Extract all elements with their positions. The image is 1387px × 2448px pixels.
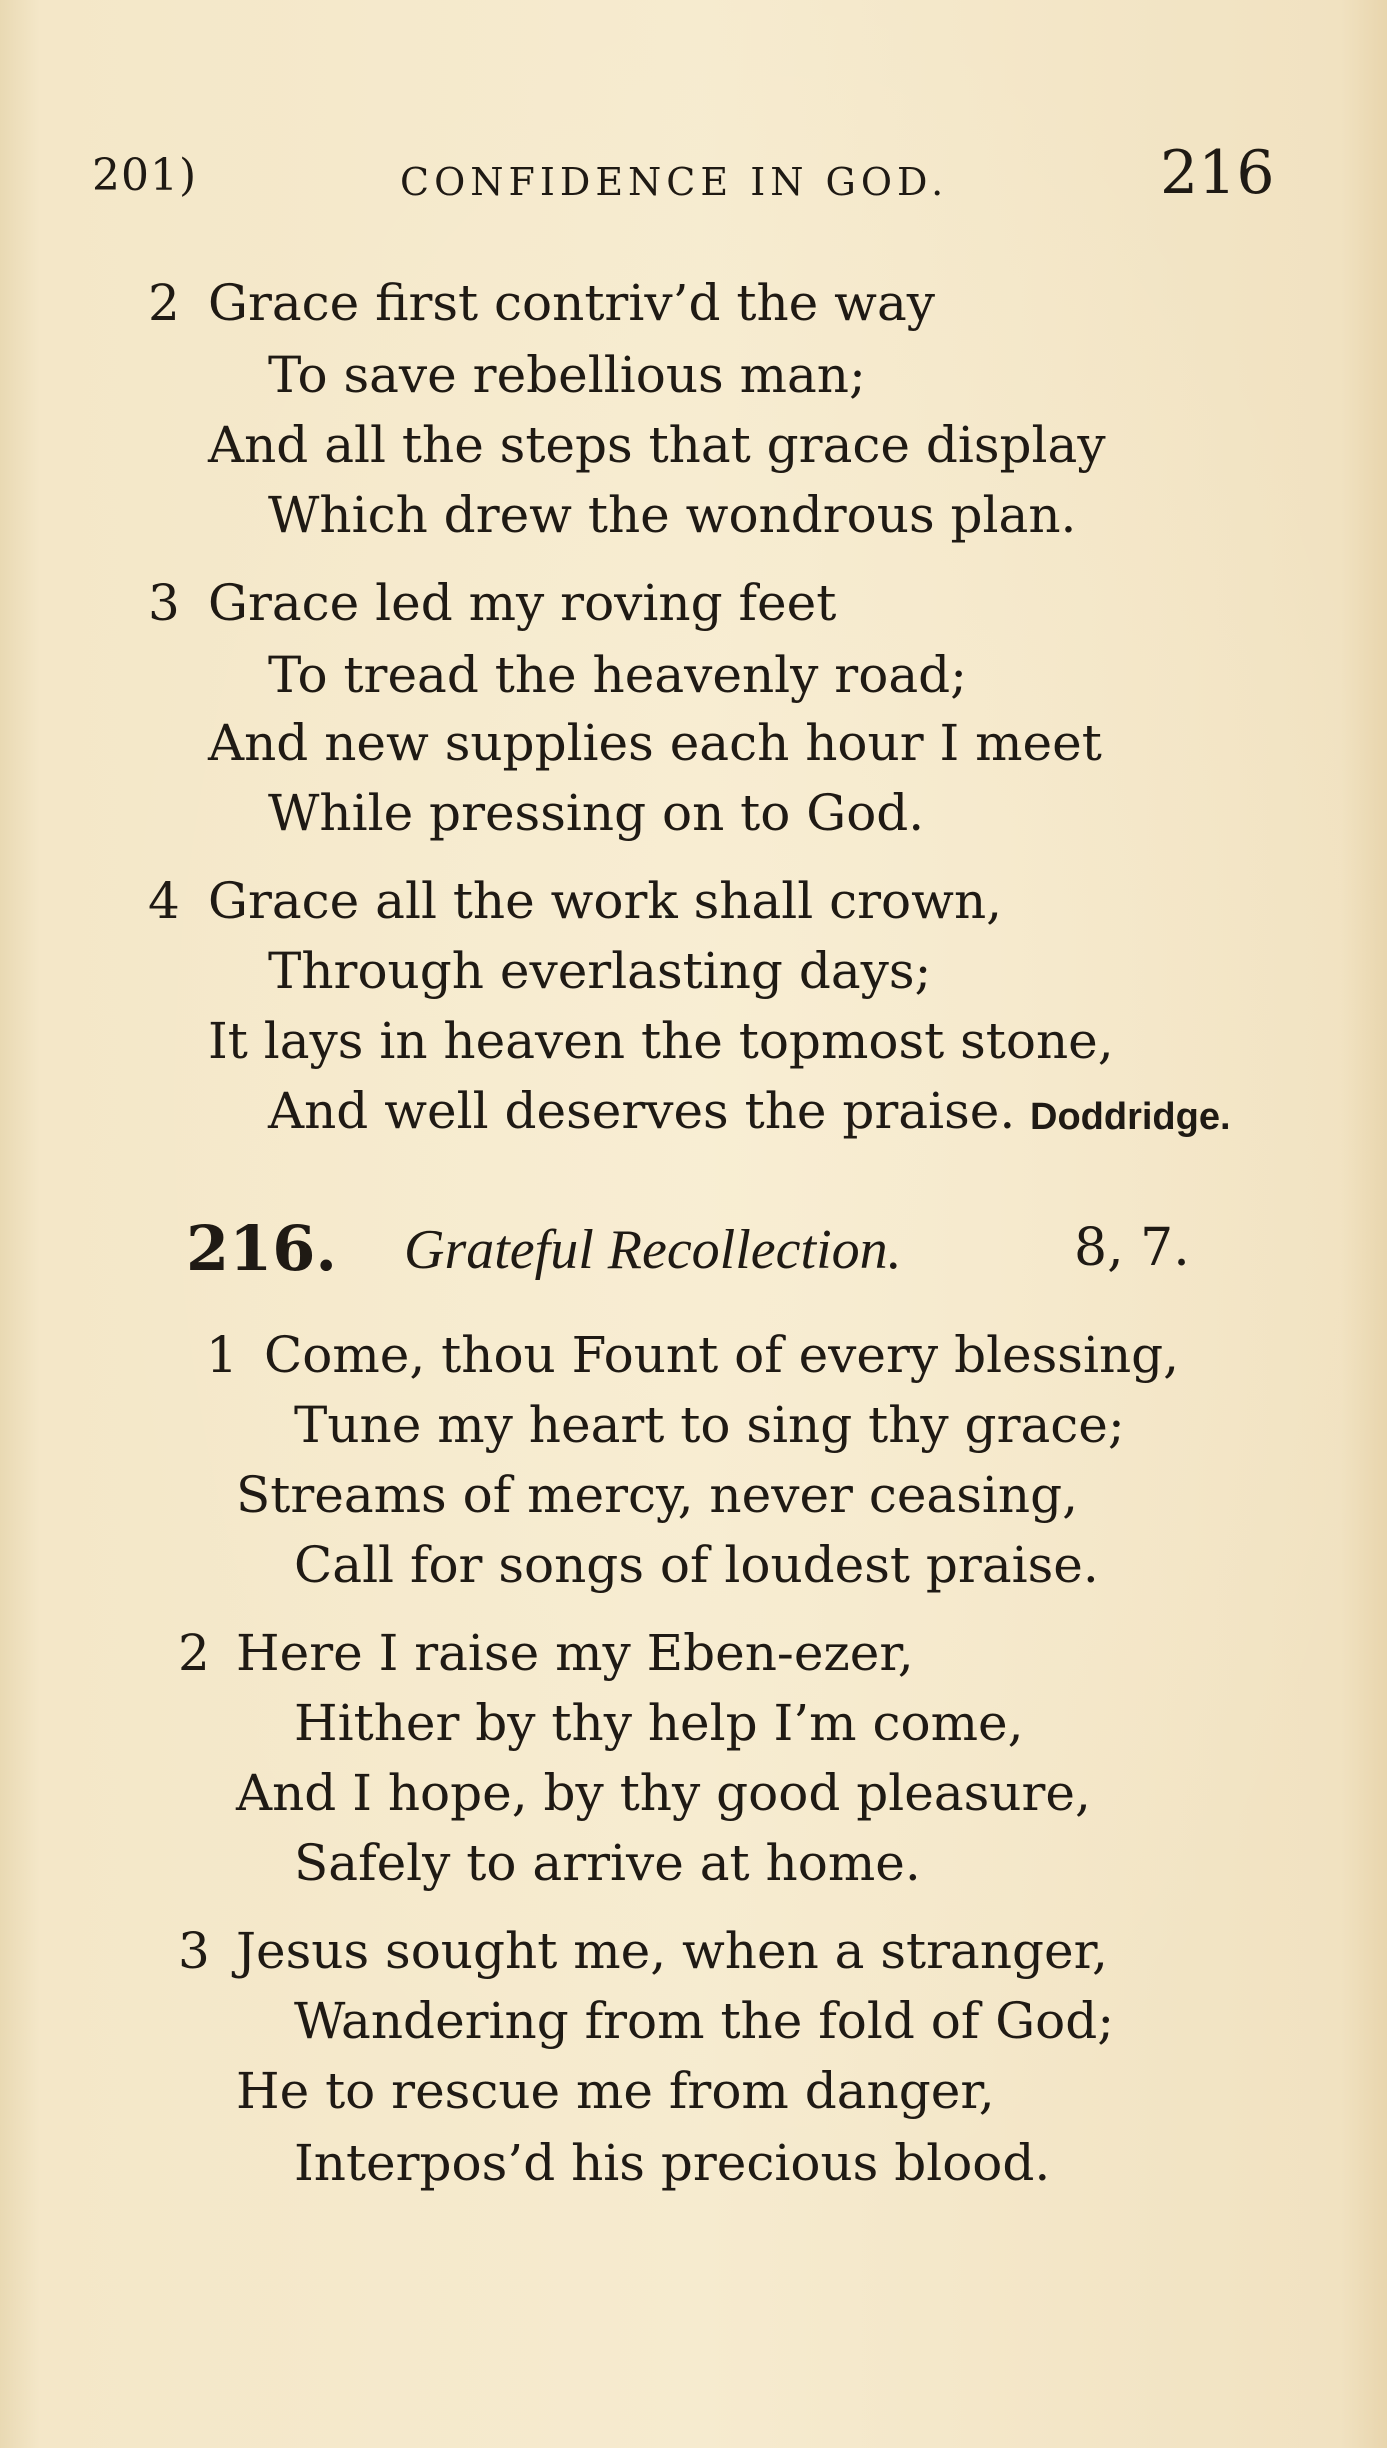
- verse-line: And I hope, by thy good pleasure,: [236, 1764, 1091, 1822]
- verse-line: Call for songs of loudest praise.: [294, 1536, 1099, 1594]
- hymn-author: Doddridge.: [1030, 1096, 1231, 1138]
- verse-line: He to rescue me from danger,: [236, 2062, 995, 2120]
- stanza-number: 4: [148, 872, 180, 930]
- verse-line: Through everlasting days;: [268, 942, 932, 1000]
- hymn-title: Grateful Recollection.: [404, 1219, 902, 1281]
- stanza-number: 2: [178, 1624, 210, 1682]
- verse-line: While pressing on to God.: [268, 784, 925, 842]
- hymn-number: 216.: [186, 1212, 338, 1285]
- verse-line: It lays in heaven the topmost stone,: [208, 1012, 1114, 1070]
- header-hymn-range: 201): [92, 150, 198, 201]
- verse-line: To save rebellious man;: [268, 346, 866, 404]
- verse-line: Interpos’d his precious blood.: [294, 2134, 1051, 2192]
- verse-line: Grace led my roving feet: [208, 574, 837, 632]
- verse-line: Wandering from the fold of God;: [294, 1992, 1115, 2050]
- verse-line: Streams of mercy, never ceasing,: [236, 1466, 1078, 1524]
- verse-line: And well deserves the praise.: [268, 1082, 1016, 1140]
- verse-line: Which drew the wondrous plan.: [268, 486, 1077, 544]
- verse-line: Safely to arrive at home.: [294, 1834, 921, 1892]
- verse-line: Here I raise my Eben-ezer,: [236, 1624, 914, 1682]
- verse-line: Grace first contriv’d the way: [208, 274, 936, 332]
- stanza-number: 2: [148, 274, 180, 332]
- hymn-meter: 8, 7.: [1074, 1218, 1190, 1278]
- stanza-number: 1: [206, 1326, 238, 1384]
- verse-line: Come, thou Fount of every blessing,: [264, 1326, 1180, 1384]
- verse-line: Tune my heart to sing thy grace;: [294, 1396, 1125, 1454]
- verse-line: And all the steps that grace display: [208, 416, 1106, 474]
- verse-line: To tread the heavenly road;: [268, 646, 967, 704]
- header-section-title: CONFIDENCE IN GOD.: [400, 160, 949, 204]
- header-page-number: 216: [1160, 138, 1275, 208]
- verse-line: And new supplies each hour I meet: [208, 714, 1102, 772]
- stanza-number: 3: [178, 1922, 210, 1980]
- stanza-number: 3: [148, 574, 180, 632]
- verse-line: Hither by thy help I’m come,: [294, 1694, 1024, 1752]
- verse-line: Jesus sought me, when a stranger,: [236, 1922, 1108, 1980]
- verse-line: Grace all the work shall crown,: [208, 872, 1003, 930]
